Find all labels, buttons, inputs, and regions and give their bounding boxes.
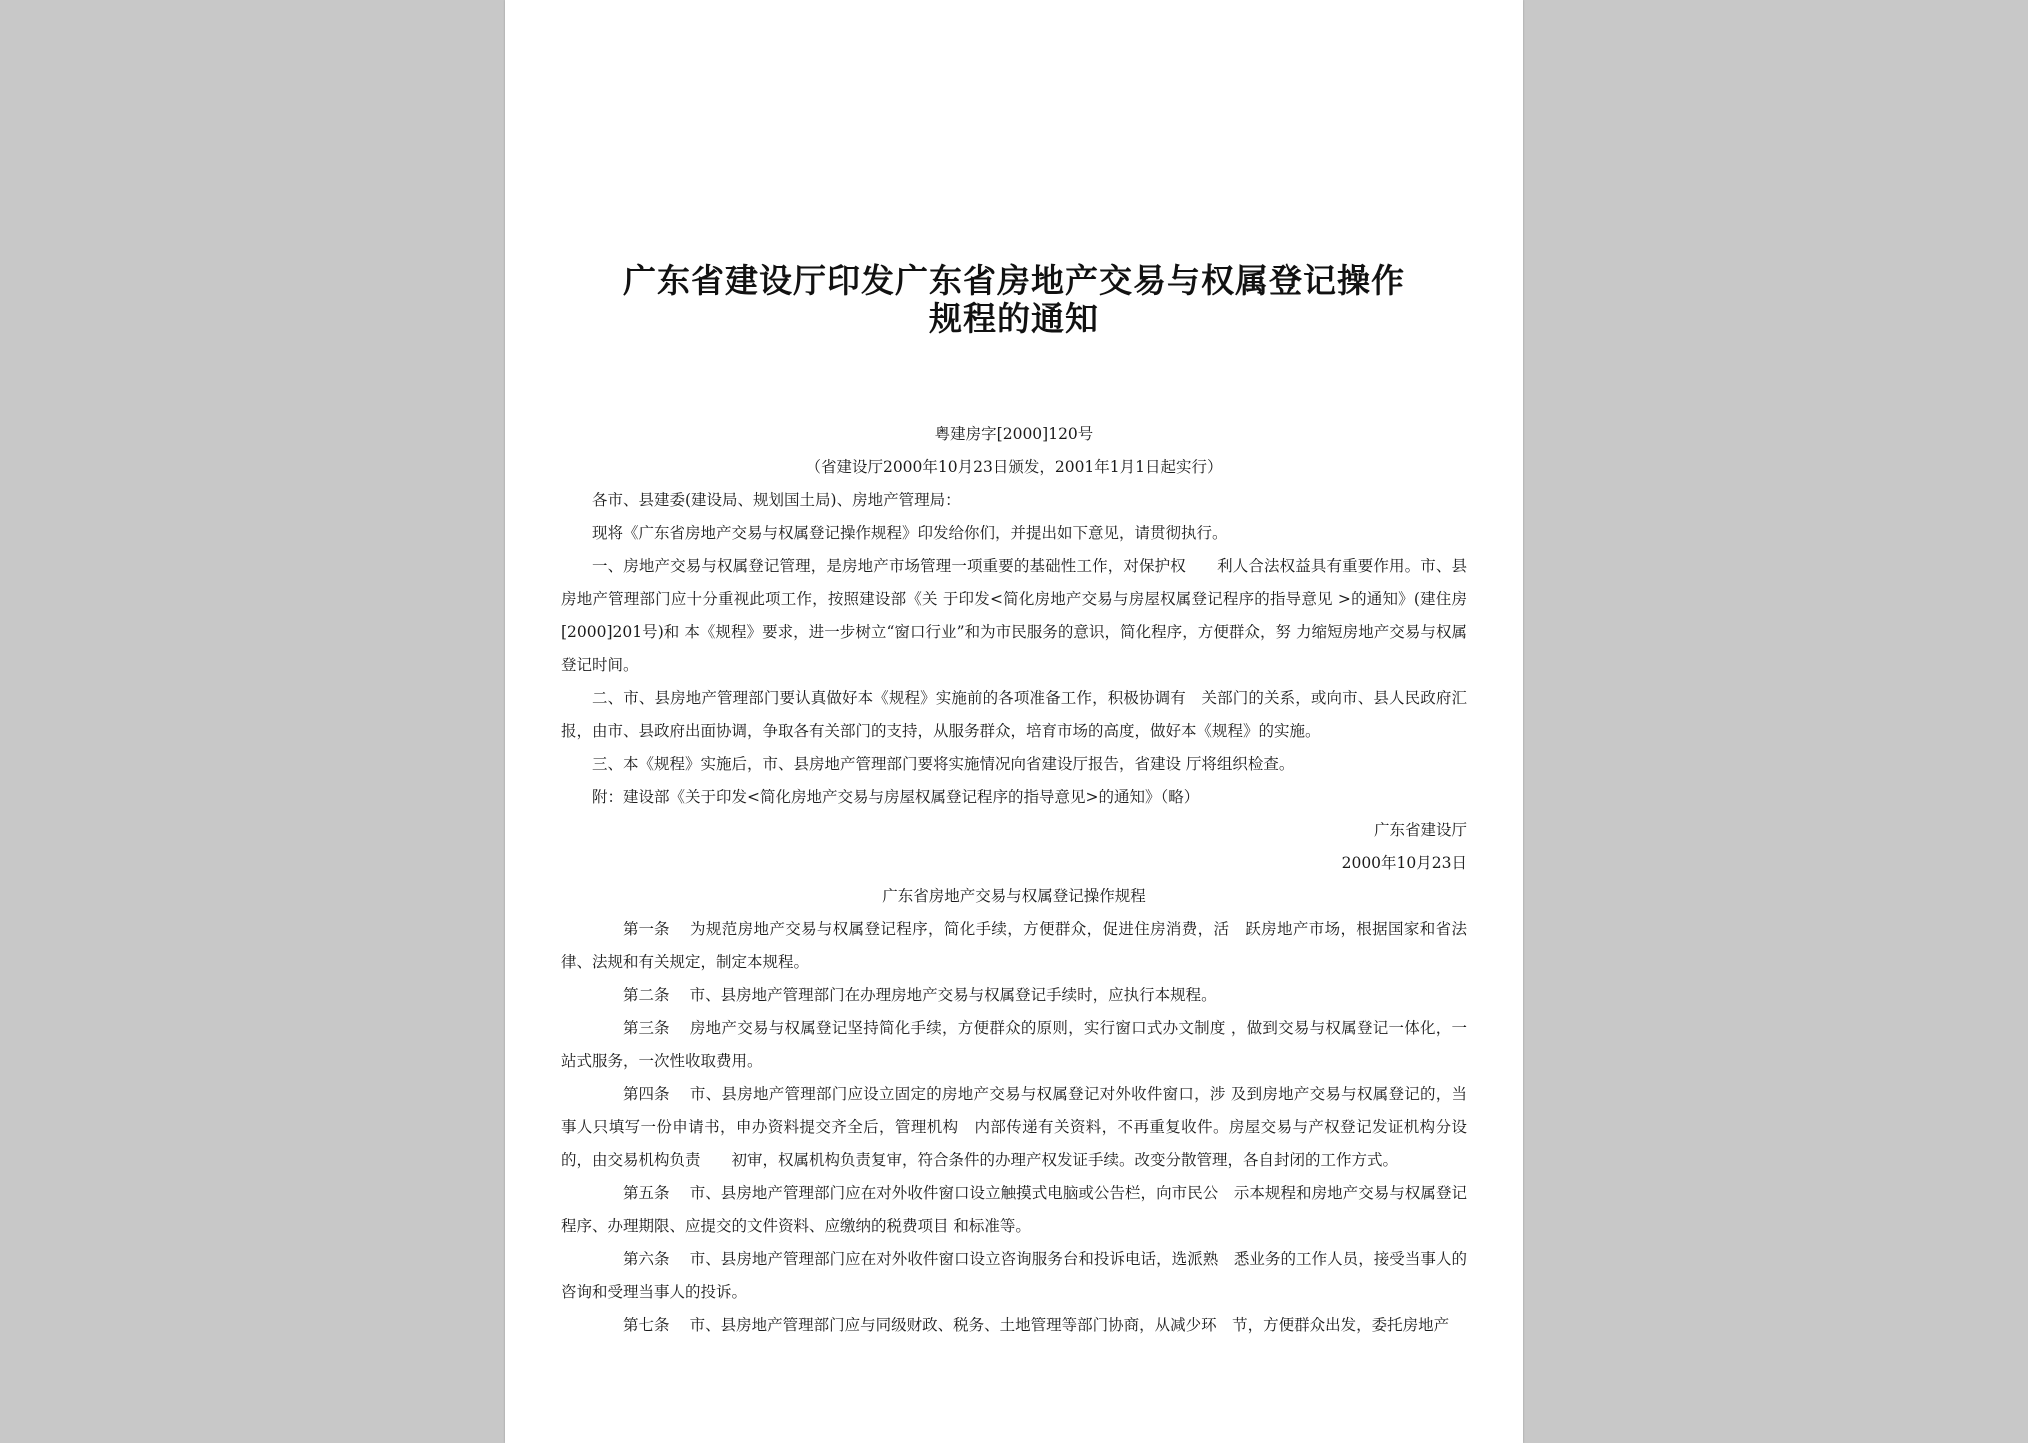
title-line-2: 规程的通知 [929, 299, 1099, 338]
point-1-paragraph: 一、房地产交易与权属登记管理，是房地产市场管理一项重要的基础性工作，对保护权 利人合法权益具有重要作用。市、县房地产管理部门应十分重视此项工作，按照建设部《关 于印发<简化房地产交易与房屋权属登记程序的指导意见 >的通知》(建住房[2000]201号)和 本《规程》要求，进一步树立“窗口行业”和为市民服务的意识，简化程序，方便群众，努 力缩短房地产交易与权属登记时间。 [561, 557, 1467, 674]
doc-number: 粤建房字[2000]120号 [934, 425, 1094, 443]
rules-title: 广东省房地产交易与权属登记操作规程 [882, 887, 1146, 905]
article-label: 第四条 [623, 1085, 670, 1103]
article-label: 第七条 [623, 1316, 670, 1334]
article-text: 市、县房地产管理部门应设立固定的房地产交易与权属登记对外收件窗口，涉 及到房地产交易与权属登记的，当事人只填写一份申请书，申办资料提交齐全后，管理机构 内部传递有关资料，不再重复收件。房屋交易与产权登记发证机构分设的，由交易机构负责 初审，权属机构负责复审，符合条件的办理产权发证手续。改变分散管理，各自封闭的工作方式。 [561, 1085, 1467, 1169]
document-body [561, 418, 1467, 1342]
title-line-1: 广东省建设厅印发广东省房地产交易与权属登记操作 [623, 261, 1405, 300]
article-2 [561, 979, 1467, 1012]
document-page [505, 0, 1523, 1443]
article-label: 第三条 [623, 1019, 670, 1037]
article-label: 第六条 [623, 1250, 670, 1268]
point-2-paragraph: 二、市、县房地产管理部门要认真做好本《规程》实施前的各项准备工作，积极协调有 关部门的关系，或向市、县人民政府汇报，由市、县政府出面协调，争取各有关部门的支持，从服务群众，培育市场的高度，做好本《规程》的实施。 [561, 689, 1467, 740]
article-text: 为规范房地产交易与权属登记程序，简化手续，方便群众，促进住房消费，活 跃房地产市场，根据国家和省法律、法规和有关规定，制定本规程。 [561, 920, 1467, 971]
article-text: 市、县房地产管理部门应与同级财政、税务、土地管理等部门协商，从减少环 节，方便群众出发，委托房地产 [689, 1316, 1450, 1334]
attachment-note: 附：建设部《关于印发<简化房地产交易与房屋权属登记程序的指导意见>的通知》（略） [592, 788, 1200, 806]
document-title [561, 262, 1467, 338]
article-5 [561, 1177, 1467, 1243]
intro-paragraph: 现将《广东省房地产交易与权属登记操作规程》印发给你们，并提出如下意见，请贯彻执行。 [592, 524, 1228, 542]
article-text: 市、县房地产管理部门在办理房地产交易与权属登记手续时，应执行本规程。 [689, 986, 1217, 1004]
article-text: 市、县房地产管理部门应在对外收件窗口设立触摸式电脑或公告栏，向市民公 示本规程和房地产交易与权属登记程序、办理期限、应提交的文件资料、应缴纳的税费项目 和标准等。 [561, 1184, 1467, 1235]
issue-note: （省建设厅2000年10月23日颁发，2001年1月1日起实行） [805, 458, 1223, 476]
article-label: 第一条 [623, 920, 670, 938]
article-3 [561, 1012, 1467, 1078]
article-7 [561, 1309, 1467, 1342]
article-6 [561, 1243, 1467, 1309]
salutation: 各市、县建委(建设局、规划国土局)、房地产管理局： [592, 491, 961, 509]
signer: 广东省建设厅 [1373, 821, 1467, 839]
article-text: 房地产交易与权属登记坚持简化手续，方便群众的原则，实行窗口式办文制度 ，做到交易与权属登记一体化，一站式服务，一次性收取费用。 [561, 1019, 1467, 1070]
article-label: 第五条 [623, 1184, 670, 1202]
sign-date: 2000年10月23日 [1341, 854, 1467, 872]
article-label: 第二条 [623, 986, 670, 1004]
article-text: 市、县房地产管理部门应在对外收件窗口设立咨询服务台和投诉电话，选派熟 悉业务的工作人员，接受当事人的咨询和受理当事人的投诉。 [561, 1250, 1467, 1301]
article-1 [561, 913, 1467, 979]
article-4 [561, 1078, 1467, 1177]
point-3-paragraph: 三、本《规程》实施后，市、县房地产管理部门要将实施情况向省建设厅报告，省建设 厅将组织检查。 [592, 755, 1295, 773]
